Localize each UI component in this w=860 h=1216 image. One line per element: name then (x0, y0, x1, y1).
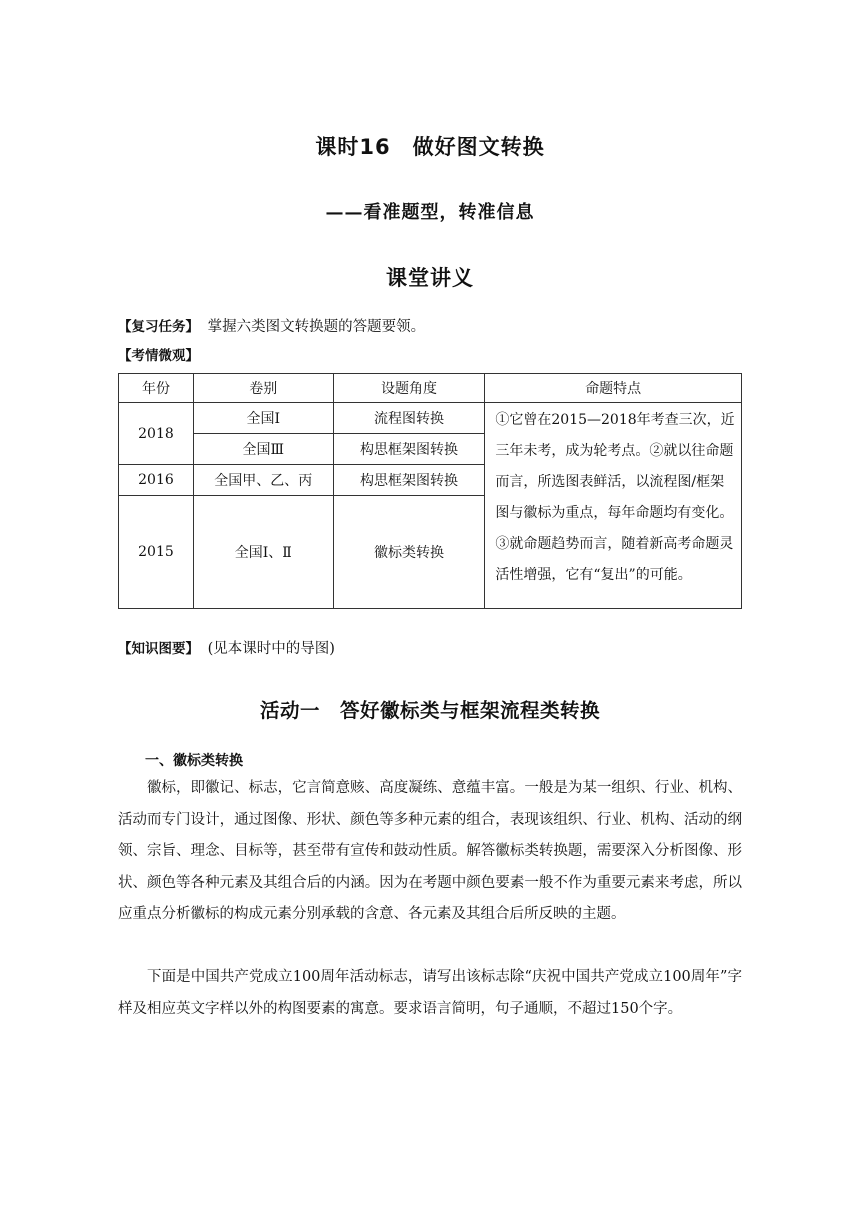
table-cell-year: 2016 (119, 465, 194, 496)
sub-heading: 一、徽标类转换 (145, 753, 243, 769)
table-cell-angle: 流程图转换 (333, 403, 485, 434)
table-header: 命题特点 (485, 374, 742, 403)
table-header: 年份 (119, 374, 194, 403)
knowledge-map (118, 637, 335, 658)
table-cell-angle: 构思框架图转换 (333, 434, 485, 465)
table-cell-paper: 全国Ⅰ、Ⅱ (193, 496, 333, 609)
activity-title: 活动一 答好徽标类与框架流程类转换 (259, 699, 600, 722)
section-title: 课堂讲义 (386, 266, 474, 290)
table-cell-paper: 全国甲、乙、丙 (193, 465, 333, 496)
table-cell-features: ①它曾在2015—2018年考查三次，近三年未考，成为轮考点。②就以往命题而言，所选图表鲜活，以流程图/框架图与徽标为重点，每年命题均有变化。③就命题趋势而言，随着新高考命题灵活性增强，它有“复出”的可能。 (485, 403, 742, 609)
exam-table (118, 373, 742, 609)
review-text: 掌握六类图文转换题的答题要领。 (207, 319, 426, 335)
review-label: 【复习任务】 (118, 319, 199, 335)
table-cell-angle: 徽标类转换 (333, 496, 485, 609)
table-cell-year: 2018 (119, 403, 194, 465)
table-row (119, 403, 742, 434)
lesson-title: 课时16 做好图文转换 (315, 135, 545, 159)
paragraph: 徽标，即徽记、标志，它言简意赅、高度凝练、意蕴丰富。一般是为某一组织、行业、机构、活动而专门设计，通过图像、形状、颜色等多种元素的组合，表现该组织、行业、机构、活动的纲领、宗旨、理念、目标等，甚至带有宣传和鼓动性质。解答徽标类转换题，需要深入分析图像、形状、颜色等各种元素及其组合后的内涵。因为在考题中颜色要素一般不作为重要元素来考虑，所以应重点分析徽标的构成元素分别承载的含意、各元素及其组合后所反映的主题。 (118, 780, 742, 922)
table-cell-angle: 构思框架图转换 (333, 465, 485, 496)
table-header: 设题角度 (333, 374, 485, 403)
table-cell-paper: 全国Ⅲ (193, 434, 333, 465)
lesson-subtitle: ——看准题型，转准信息 (325, 202, 535, 223)
knowledge-label: 【知识图要】 (118, 641, 199, 657)
review-task (118, 315, 425, 336)
paragraph: 下面是中国共产党成立100周年活动标志，请写出该标志除“庆祝中国共产党成立100周年”字样及相应英文字样以外的构图要素的寓意。要求语言简明，句子通顺，不超过150个字。 (118, 969, 742, 1017)
knowledge-text: (见本课时中的导图) (207, 641, 335, 657)
table-cell-paper: 全国Ⅰ (193, 403, 333, 434)
table-header: 卷别 (193, 374, 333, 403)
table-header-row (119, 374, 742, 403)
table-cell-year: 2015 (119, 496, 194, 609)
exam-label: 【考情微观】 (118, 348, 199, 364)
